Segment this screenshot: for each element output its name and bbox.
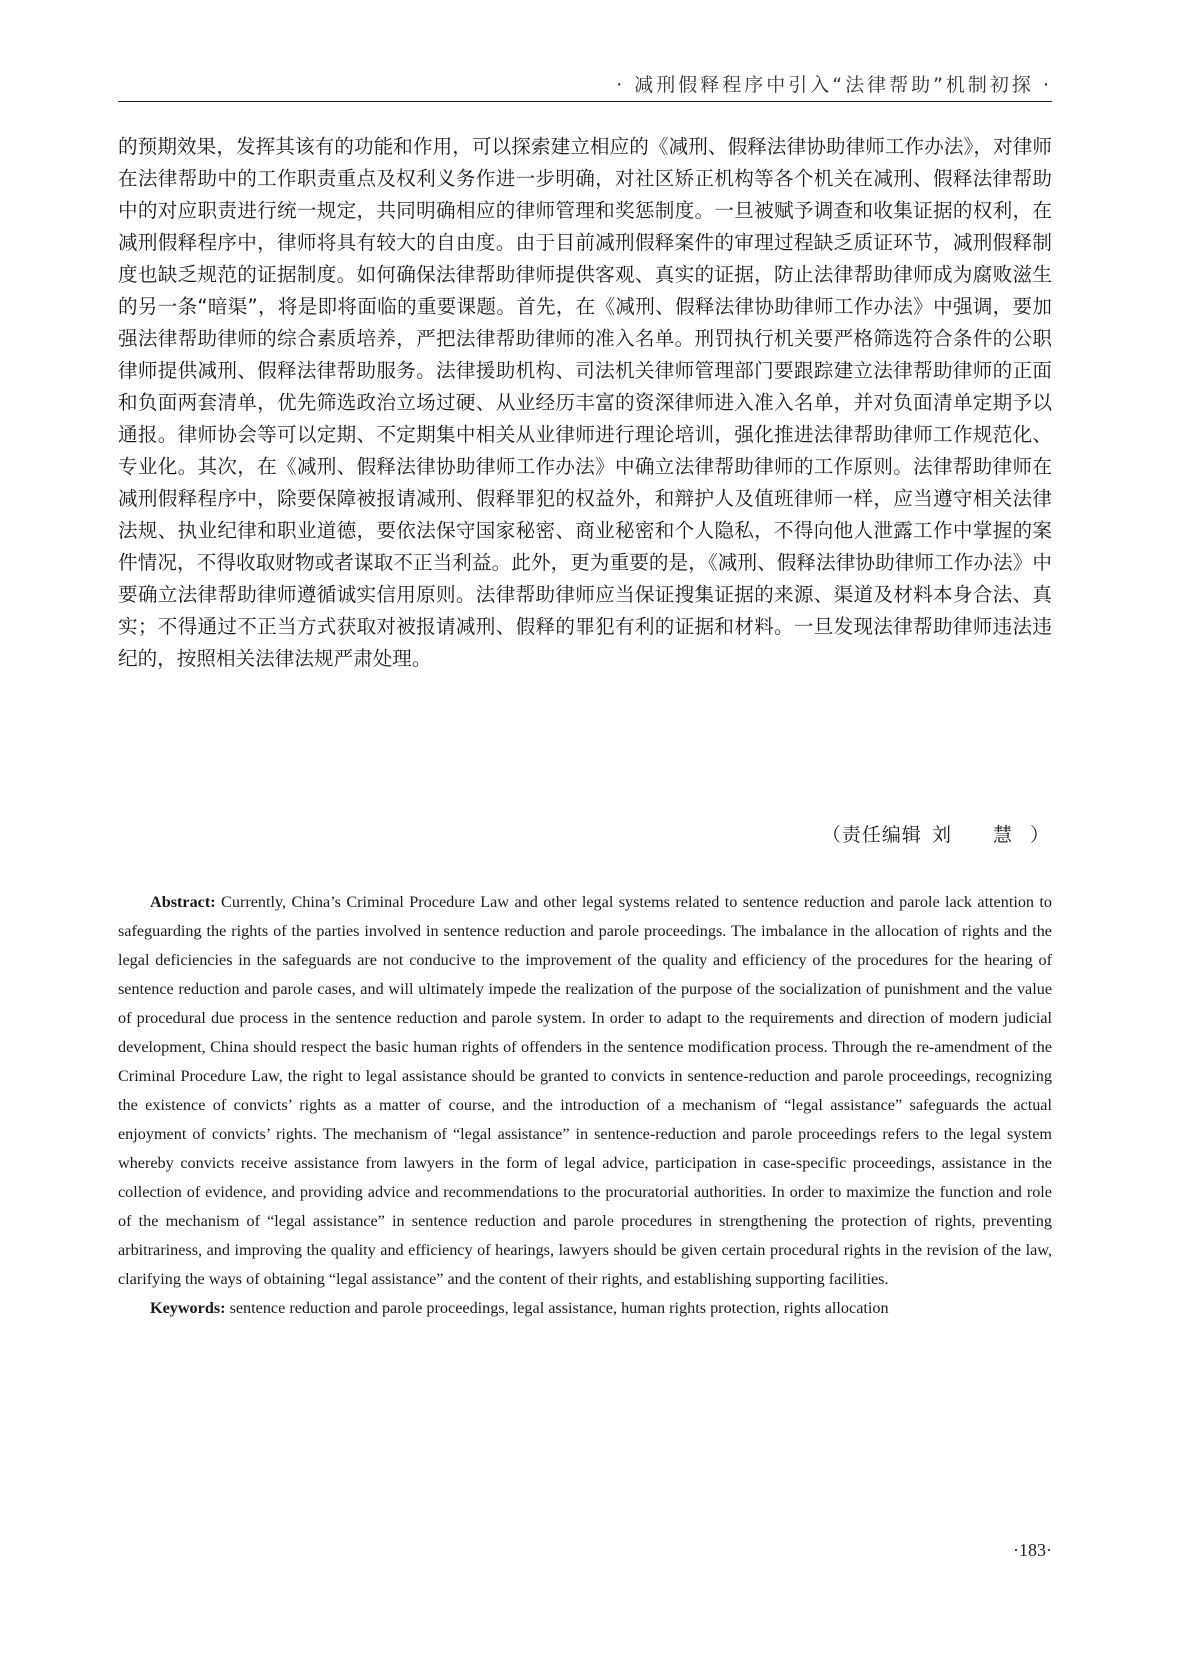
abstract-text: Currently, China’s Criminal Procedure Law and other legal systems related to sentence reduction and parole lack attention to safeguarding the rights of the parties involved in sentence reduction and parole proceedings. The imbalance in the allocation of rights and the legal deficiencies in the safeguards are not conducive to the improvement of the quality and efficiency of the procedures for the hearing of sentence reduction and parole cases, and will ultimately impede the realization of the purpose of the socialization of punishment and the value of procedural due process in the sentence reduction and parole system. In order to adapt to the requirements and direction of modern judicial development, China should respect the basic human rights of offenders in the sentence modification process. Through the re-amendment of the Criminal Procedure Law, the right to legal assistance should be granted to convicts in sentence-reduction and parole proceedings, recognizing the existence of convicts’ rights as a matter of course, and the introduction of a mechanism of “legal assistance” safeguards the actual enjoyment of convicts’ rights. The mechanism of “legal assistance” in sentence-reduction and parole proceedings refers to the legal system whereby convicts receive assistance from lawyers in the form of legal advice, participation in case-specific proceedings, assistance in the collection of evidence, and providing advice and recommendations to the procuratorial authorities. In order to maximize the function and role of the mechanism of “legal assistance” in sentence reduction and parole procedures in strengthening the protection of rights, preventing arbitrariness, and improving the quality and efficiency of hearings, lawyers should be given certain procedural rights in the revision of the law, clarifying the ways of obtaining “legal assistance” and the content of their rights, and establishing supporting facilities. [118,893,1053,1288]
body-text [118,131,1052,675]
editor-note [822,820,1050,847]
keywords-text: sentence reduction and parole proceedings, legal assistance, human rights protection, rights allocation [229,1299,889,1317]
keywords-label: Keywords: [150,1299,226,1317]
abstract-label: Abstract: [150,893,216,911]
keywords-paragraph [118,1294,1052,1323]
header-rule [118,101,1052,102]
page-number: ·183· [1013,1540,1052,1560]
editor-name: 刘 慧 [931,824,1030,846]
editor-note-prefix: （责任编辑 [821,824,922,846]
running-header: · 减刑假释程序中引入“法律帮助”机制初探 · [616,74,1052,96]
abstract-block [118,888,1052,1323]
abstract-paragraph [118,888,1052,1294]
body-paragraph: 的预期效果，发挥其该有的功能和作用，可以探索建立相应的《减刑、假释法律协助律师工作办法》，对律师在法律帮助中的工作职责重点及权利义务作进一步明确，对社区矫正机构等各个机关在减刑、假释法律帮助中的对应职责进行统一规定，共同明确相应的律师管理和奖惩制度。一旦被赋予调查和收集证据的权利，在减刑假释程序中，律师将具有较大的自由度。由于目前减刑假释案件的审理过程缺乏质证环节，减刑假释制度也缺乏规范的证据制度。如何确保法律帮助律师提供客观、真实的证据，防止法律帮助律师成为腐败滋生的另一条“暗渠”，将是即将面临的重要课题。首先，在《减刑、假释法律协助律师工作办法》中强调，要加强法律帮助律师的综合素质培养，严把法律帮助律师的准入名单。刑罚执行机关要严格筛选符合条件的公职律师提供减刑、假释法律帮助服务。法律援助机构、司法机关律师管理部门要跟踪建立法律帮助律师的正面和负面两套清单，优先筛选政治立场过硬、从业经历丰富的资深律师进入准入名单，并对负面清单定期予以通报。律师协会等可以定期、不定期集中相关从业律师进行理论培训，强化推进法律帮助律师工作规范化、专业化。其次，在《减刑、假释法律协助律师工作办法》中确立法律帮助律师的工作原则。法律帮助律师在减刑假释程序中，除要保障被报请减刑、假释罪犯的权益外，和辩护人及值班律师一样，应当遵守相关法律法规、执业纪律和职业道德，要依法保守国家秘密、商业秘密和个人隐私，不得向他人泄露工作中掌握的案件情况，不得收取财物或者谋取不正当利益。此外，更为重要的是，《减刑、假释法律协助律师工作办法》中要确立法律帮助律师遵循诚实信用原则。法律帮助律师应当保证搜集证据的来源、渠道及材料本身合法、真实；不得通过不正当方式获取对被报请减刑、假释的罪犯有利的证据和材料。一旦发现法律帮助律师违法违纪的，按照相关法律法规严肃处理。 [118,135,1052,670]
editor-note-suffix: ） [1029,824,1050,846]
